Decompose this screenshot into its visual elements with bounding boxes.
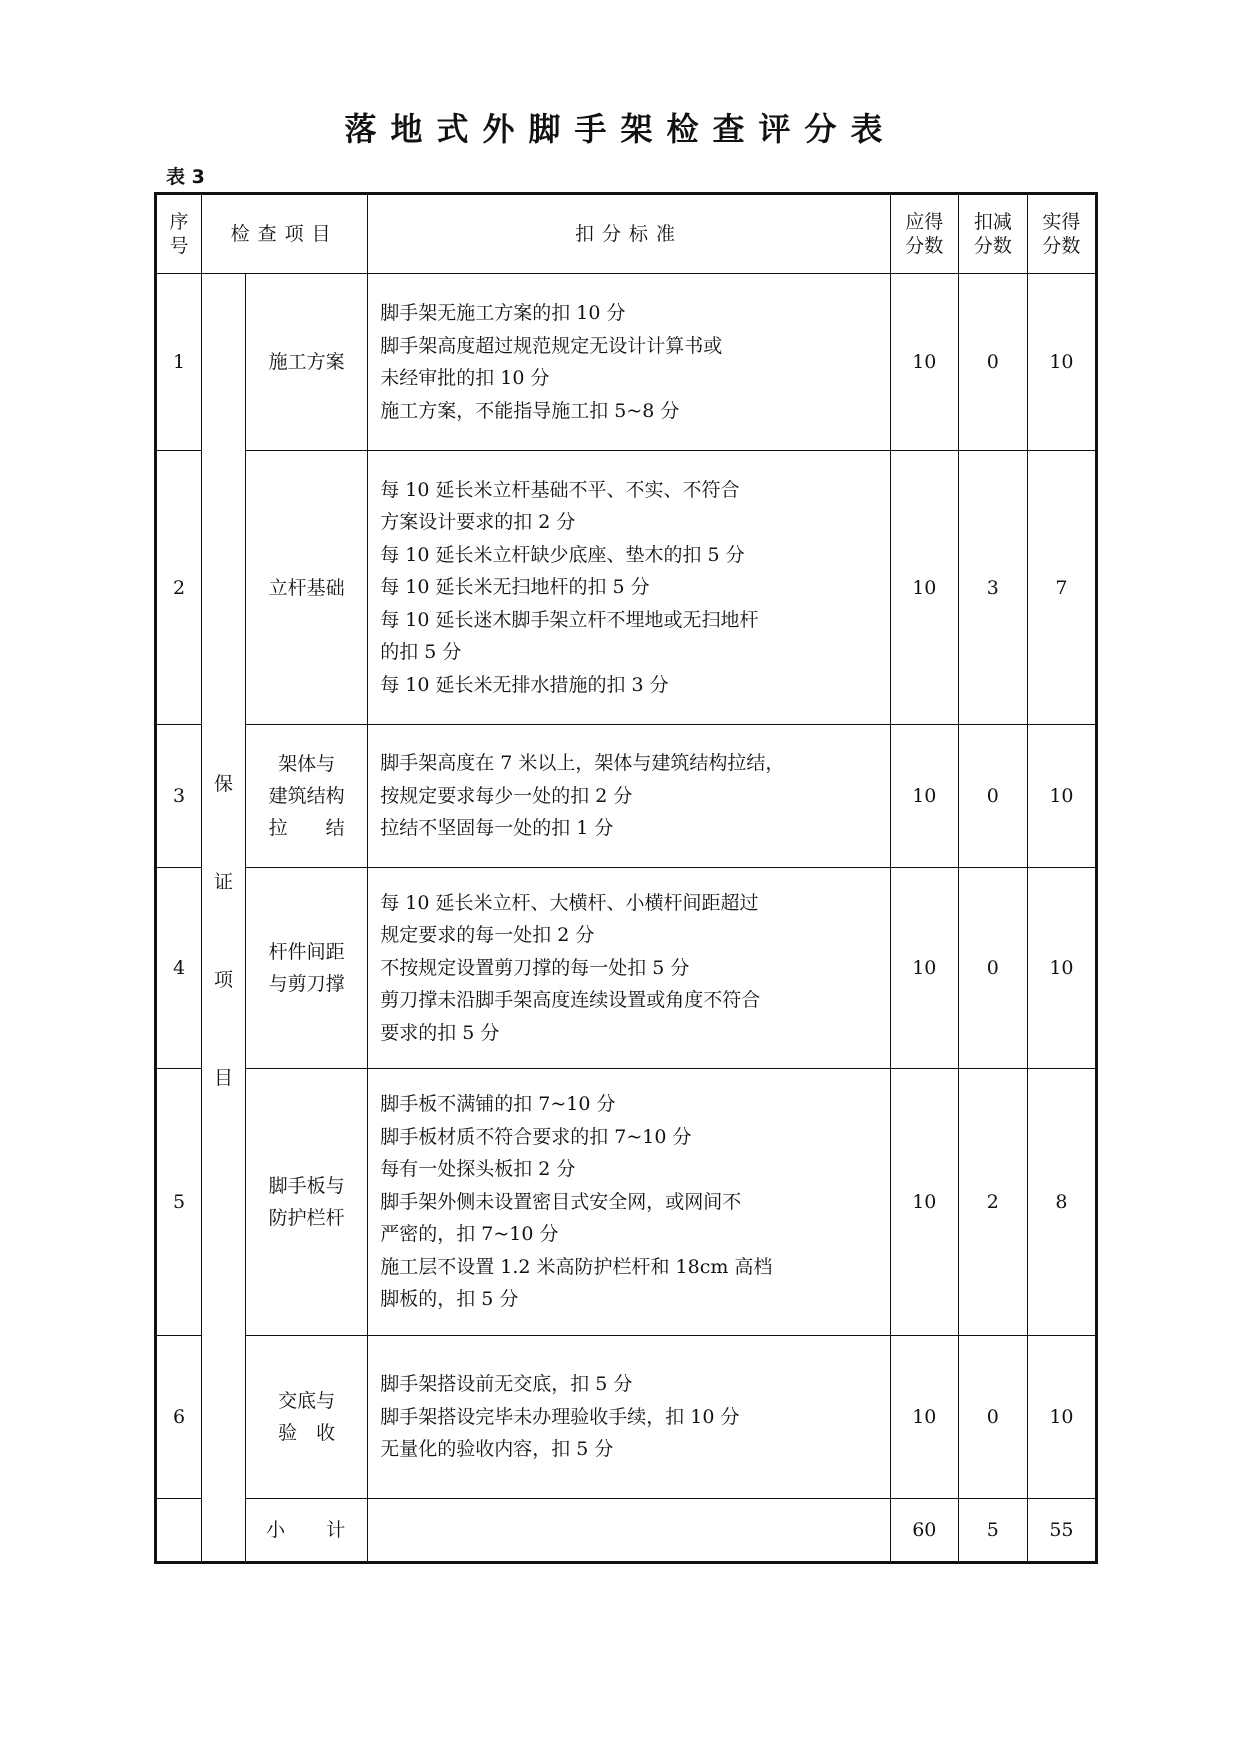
subtotal-due: 60 [890,1499,958,1563]
group-label: 保 证 项 目 [202,274,246,1563]
row-actual: 10 [1027,868,1096,1069]
table-row [156,1069,1097,1336]
row-due: 10 [890,1069,958,1336]
row-due: 10 [890,274,958,451]
row-actual: 10 [1027,1336,1096,1499]
table-row [156,1336,1097,1499]
table-row [156,725,1097,868]
row-criteria: 每 10 延长米立杆、大横杆、小横杆间距超过 规定要求的每一处扣 2 分 不按规定设置剪刀撑的每一处扣 5 分 剪刀撑未沿脚手架高度连续设置或角度不符合 要求的扣 5 分 [368,868,891,1069]
subtotal-label: 小 计 [246,1499,368,1563]
header-criteria: 扣分标准 [368,194,891,274]
row-item: 架体与 建筑结构 拉 结 [246,725,368,868]
header-row [156,194,1097,274]
row-deduct: 0 [958,274,1027,451]
table-row [156,868,1097,1069]
header-deduct: 扣减 分数 [958,194,1027,274]
row-actual: 8 [1027,1069,1096,1336]
row-item: 杆件间距 与剪刀撑 [246,868,368,1069]
table-tag: 表 3 [166,166,205,188]
row-seq: 2 [156,451,202,725]
row-seq: 1 [156,274,202,451]
row-seq: 4 [156,868,202,1069]
subtotal-row [156,1499,1097,1563]
subtotal-criteria [368,1499,891,1563]
row-deduct: 3 [958,451,1027,725]
row-seq: 6 [156,1336,202,1499]
score-table [154,192,1098,1564]
subtotal-actual: 55 [1027,1499,1096,1563]
row-item: 交底与 验 收 [246,1336,368,1499]
row-item: 立杆基础 [246,451,368,725]
row-criteria: 脚手架无施工方案的扣 10 分 脚手架高度超过规范规定无设计计算书或 未经审批的扣 10 分 施工方案，不能指导施工扣 5~8 分 [368,274,891,451]
header-item: 检查项目 [202,194,368,274]
row-deduct: 0 [958,868,1027,1069]
row-seq: 5 [156,1069,202,1336]
row-deduct: 2 [958,1069,1027,1336]
row-criteria: 脚手板不满铺的扣 7~10 分 脚手板材质不符合要求的扣 7~10 分 每有一处探头板扣 2 分 脚手架外侧未设置密目式安全网，或网间不 严密的，扣 7~10 分 施工层不设置 1.2 米高防护栏杆和 18cm 高档 脚板的，扣 5 分 [368,1069,891,1336]
row-due: 10 [890,451,958,725]
header-due: 应得 分数 [890,194,958,274]
row-criteria: 脚手架高度在 7 米以上，架体与建筑结构拉结， 按规定要求每少一处的扣 2 分 拉结不坚固每一处的扣 1 分 [368,725,891,868]
row-seq: 3 [156,725,202,868]
table-row [156,274,1097,451]
row-due: 10 [890,868,958,1069]
subtotal-deduct: 5 [958,1499,1027,1563]
row-deduct: 0 [958,725,1027,868]
row-item: 脚手板与 防护栏杆 [246,1069,368,1336]
row-actual: 10 [1027,725,1096,868]
row-item: 施工方案 [246,274,368,451]
page-title: 落地式外脚手架检查评分表 [344,110,897,148]
row-criteria: 脚手架搭设前无交底，扣 5 分 脚手架搭设完毕未办理验收手续，扣 10 分 无量化的验收内容，扣 5 分 [368,1336,891,1499]
row-due: 10 [890,1336,958,1499]
table-row [156,451,1097,725]
row-actual: 10 [1027,274,1096,451]
row-deduct: 0 [958,1336,1027,1499]
subtotal-seq [156,1499,202,1563]
header-actual: 实得 分数 [1027,194,1096,274]
row-criteria: 每 10 延长米立杆基础不平、不实、不符合 方案设计要求的扣 2 分 每 10 延长米立杆缺少底座、垫木的扣 5 分 每 10 延长米无扫地杆的扣 5 分 每 10 延长迷木脚手架立杆不埋地或无扫地杆 的扣 5 分 每 10 延长米无排水措施的扣 3 分 [368,451,891,725]
row-actual: 7 [1027,451,1096,725]
row-due: 10 [890,725,958,868]
header-seq: 序 号 [156,194,202,274]
